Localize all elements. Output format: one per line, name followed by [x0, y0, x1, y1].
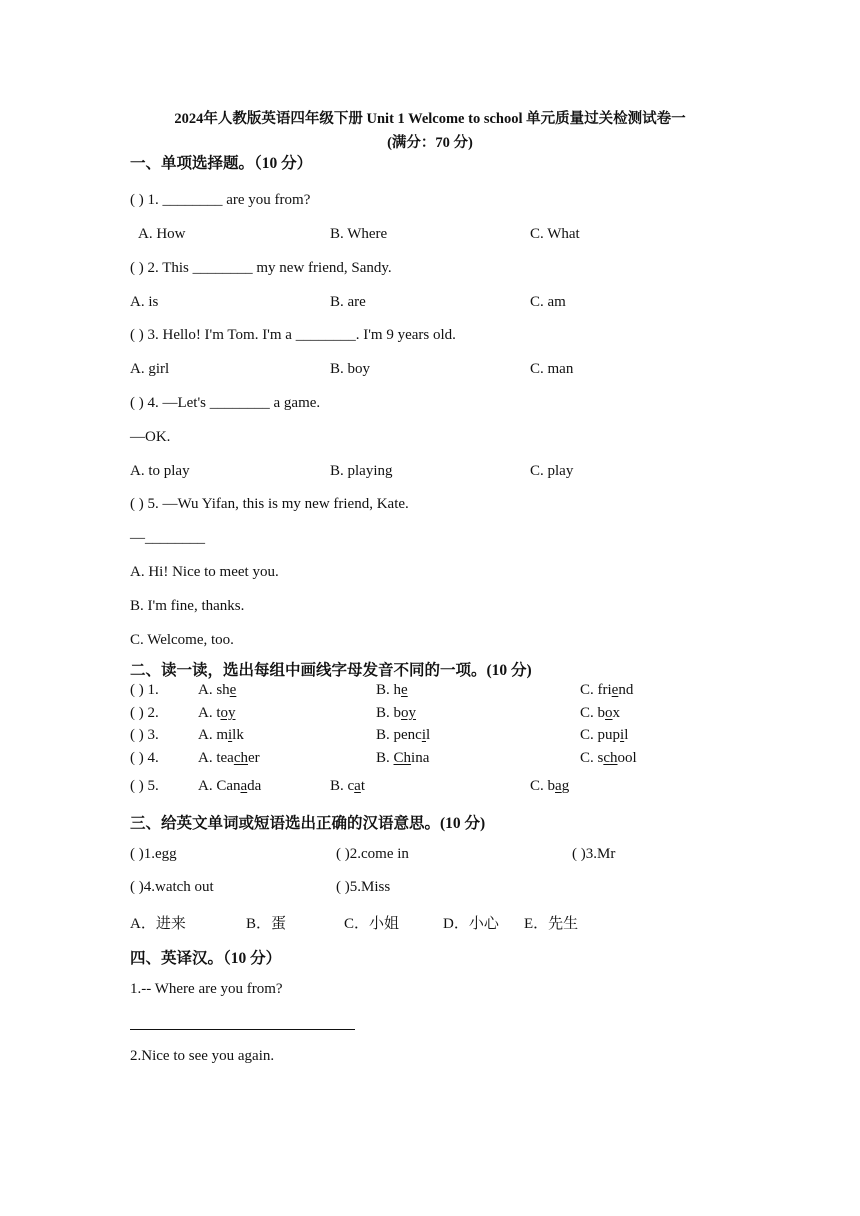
phonics-row-3-option-a: A. milk [198, 727, 244, 743]
answer-line [130, 1029, 355, 1030]
q3-option-b: B. boy [330, 361, 371, 377]
phonics-row-5-option-b: B. cat [330, 778, 366, 794]
vocab-option-e: E．先生 [524, 916, 579, 932]
q3-stem: ( ) 3. Hello! I'm Tom. I'm a ________. I'm 9 years old. [130, 327, 456, 343]
q5-reply: —________ [130, 530, 205, 546]
vocab-item-4: ( )4.watch out [130, 879, 214, 895]
phonics-row-2-option-c: C. box [580, 705, 621, 721]
vocab-option-b: B．蛋 [246, 916, 287, 932]
q4-reply: —OK. [130, 429, 171, 445]
q5-stem: ( ) 5. —Wu Yifan, this is my new friend, Kate. [130, 496, 409, 512]
vocab-option-a: A．进来 [130, 916, 186, 932]
section1-heading: 一、单项选择题。（10 分） [130, 155, 313, 172]
q3-option-c: C. man [530, 361, 574, 377]
phonics-row-3-number: ( ) 3. [130, 727, 159, 743]
q1-option-c: C. What [530, 226, 580, 242]
phonics-row-2-option-b: B. boy [376, 705, 417, 721]
vocab-option-d: D．小心 [443, 916, 499, 932]
q4-stem: ( ) 4. —Let's ________ a game. [130, 395, 321, 411]
q4-option-a: A. to play [130, 463, 190, 479]
q4-option-c: C. play [530, 463, 574, 479]
phonics-row-1-number: ( ) 1. [130, 682, 159, 698]
q2-option-c: C. am [530, 294, 566, 310]
vocab-option-c: C．小姐 [344, 916, 400, 932]
q5-option-c: C. Welcome, too. [130, 632, 234, 648]
phonics-row-5-option-c: C. bag [530, 778, 570, 794]
vocab-item-2: ( )2.come in [336, 846, 409, 862]
phonics-row-4-option-a: A. teacher [198, 750, 260, 766]
q4-option-b: B. playing [330, 463, 393, 479]
phonics-row-2-option-a: A. toy [198, 705, 236, 721]
phonics-row-4-option-c: C. school [580, 750, 637, 766]
phonics-row-5-option-a: A. Canada [198, 778, 262, 794]
vocab-item-5: ( )5.Miss [336, 879, 391, 895]
q2-option-a: A. is [130, 294, 159, 310]
phonics-row-4-option-b: B. China [376, 750, 430, 766]
q1-option-a: A. How [138, 226, 186, 242]
phonics-row-4-number: ( ) 4. [130, 750, 159, 766]
section4-heading: 四、英译汉。（10 分） [130, 950, 282, 967]
translation-q1: 1.-- Where are you from? [130, 981, 283, 997]
q1-stem: ( ) 1. ________ are you from? [130, 192, 311, 208]
phonics-row-2-number: ( ) 2. [130, 705, 159, 721]
phonics-row-1-option-b: B. he [376, 682, 408, 698]
document-title: 2024年人教版英语四年级下册 Unit 1 Welcome to school 单元质量过关检测试卷一 [174, 111, 686, 127]
q5-option-a: A. Hi! Nice to meet you. [130, 564, 279, 580]
phonics-row-3-option-b: B. pencil [376, 727, 431, 743]
section3-heading: 三、给英文单词或短语选出正确的汉语意思。(10 分) [130, 815, 486, 832]
document-subtitle: (满分：70 分) [387, 135, 473, 151]
q5-option-b: B. I'm fine, thanks. [130, 598, 245, 614]
q2-option-b: B. are [330, 294, 366, 310]
q3-option-a: A. girl [130, 361, 170, 377]
phonics-row-1-option-c: C. friend [580, 682, 634, 698]
phonics-row-1-option-a: A. she [198, 682, 237, 698]
q1-option-b: B. Where [330, 226, 388, 242]
vocab-item-3: ( )3.Mr [572, 846, 616, 862]
translation-q2: 2.Nice to see you again. [130, 1048, 275, 1064]
phonics-row-5-number: ( ) 5. [130, 778, 159, 794]
section2-heading: 二、读一读，选出每组中画线字母发音不同的一项。(10 分) [130, 662, 532, 679]
vocab-item-1: ( )1.egg [130, 846, 177, 862]
phonics-row-3-option-c: C. pupil [580, 727, 629, 743]
q2-stem: ( ) 2. This ________ my new friend, Sandy. [130, 260, 392, 276]
